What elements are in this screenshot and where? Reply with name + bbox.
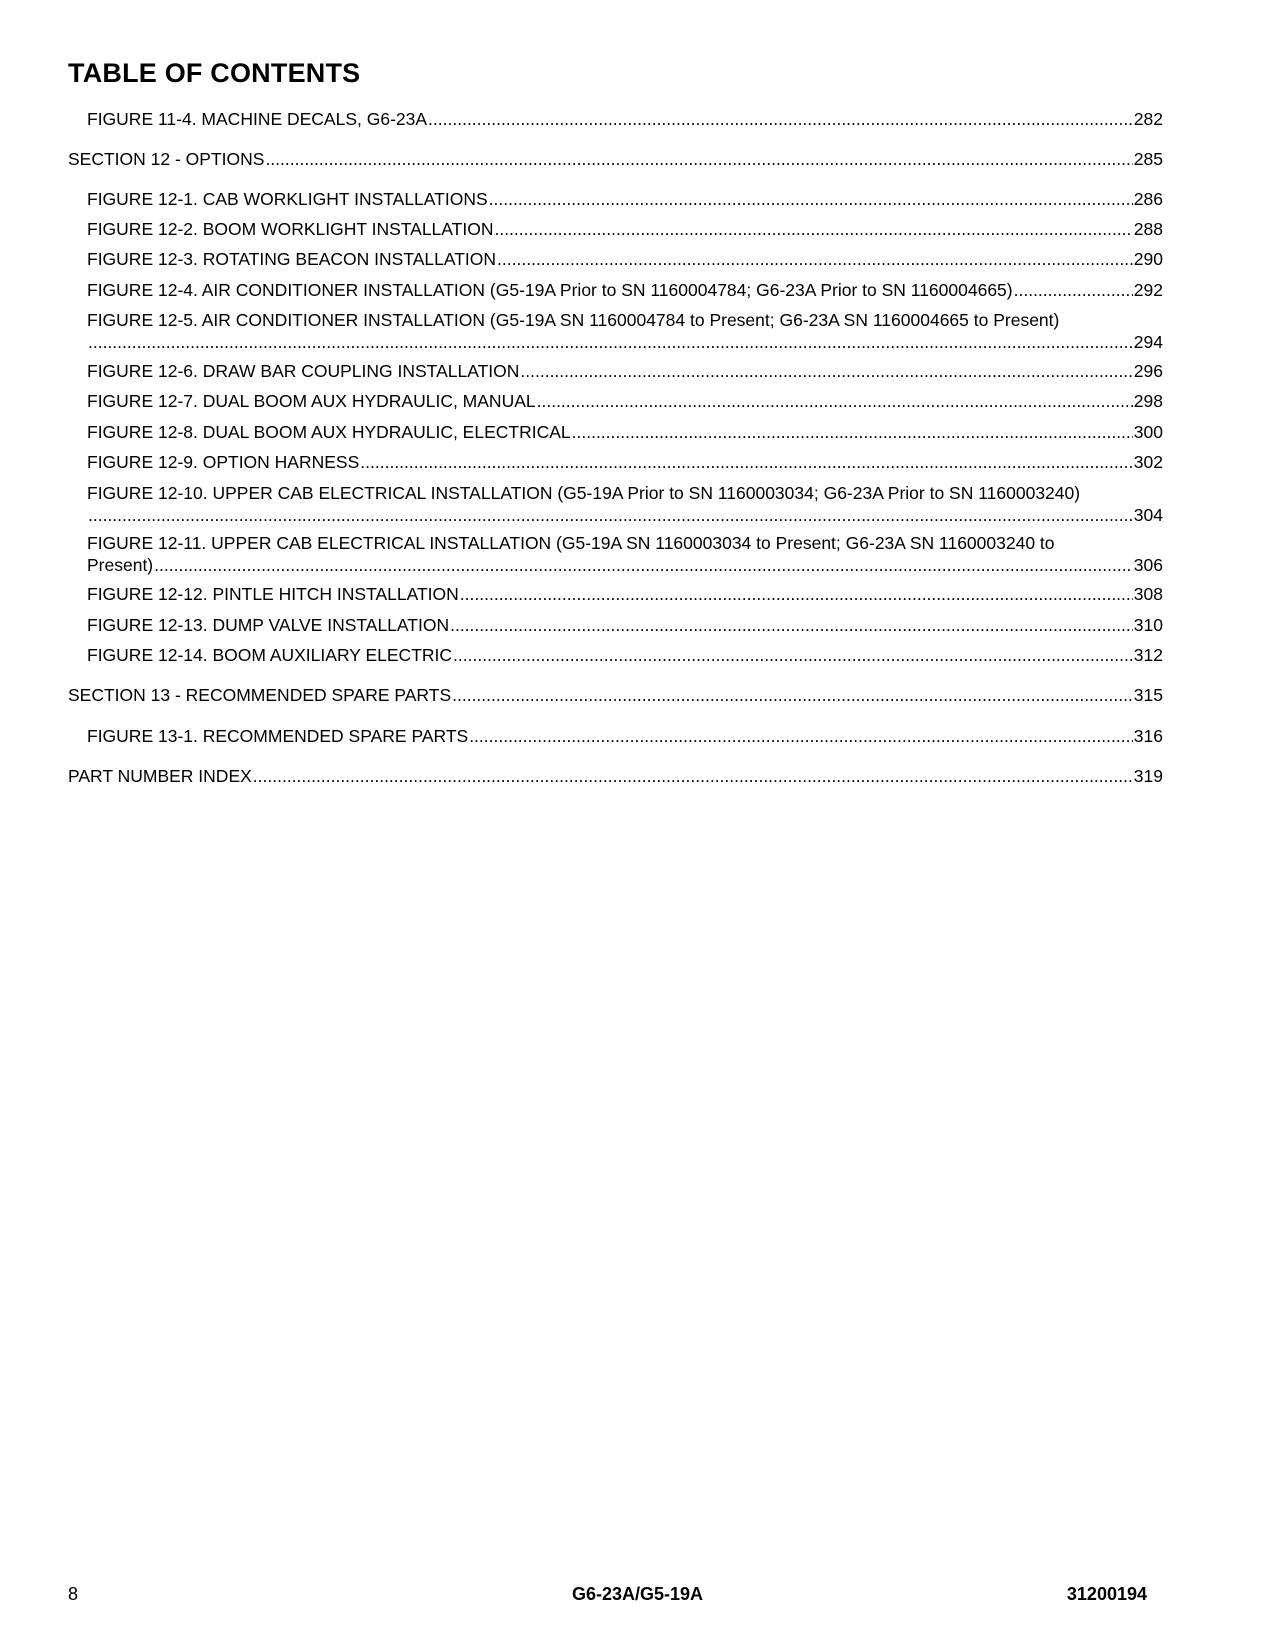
dot-leader <box>453 644 1133 666</box>
toc-entry-figure-12-8[interactable] <box>87 421 1163 443</box>
toc-entry-text: FIGURE 12-5. AIR CONDITIONER INSTALLATION (G5-19A SN 1160004784 to Present; G6-23A SN 1160004665 to Present) <box>87 310 1060 330</box>
toc-entry-text: FIGURE 12-8. DUAL BOOM AUX HYDRAULIC, ELECTRICAL <box>87 422 571 442</box>
toc-entry-figure-12-6[interactable] <box>87 360 1163 382</box>
dot-leader <box>572 421 1133 443</box>
toc-entry-page: 319 <box>1133 766 1163 786</box>
dot-leader <box>520 360 1132 382</box>
dot-leader <box>88 504 1133 526</box>
dot-leader <box>1014 279 1133 301</box>
toc-entry-figure-12-9[interactable] <box>87 451 1163 473</box>
toc-entry-page: 292 <box>1133 280 1163 300</box>
footer-model: G6-23A/G5-19A <box>571 1584 704 1604</box>
toc-entry-figure-12-12[interactable] <box>87 583 1163 605</box>
toc-entry-page: 298 <box>1133 391 1163 411</box>
dot-leader <box>265 148 1132 170</box>
toc-entry-text: FIGURE 12-1. CAB WORKLIGHT INSTALLATIONS <box>87 189 488 209</box>
toc-entry-text: FIGURE 12-6. DRAW BAR COUPLING INSTALLATION <box>87 361 520 381</box>
toc-entry-text: FIGURE 13-1. RECOMMENDED SPARE PARTS <box>87 726 469 746</box>
dot-leader <box>88 331 1133 353</box>
toc-entry-page: 310 <box>1133 615 1163 635</box>
dot-leader <box>450 614 1133 636</box>
toc-entry-figure-12-11[interactable] <box>87 532 1163 576</box>
toc-entry-page: 294 <box>1133 332 1163 352</box>
toc-entry-page: 304 <box>1133 505 1163 525</box>
toc-entry-text: FIGURE 12-14. BOOM AUXILIARY ELECTRIC <box>87 645 453 665</box>
toc-entry-page: 290 <box>1133 249 1163 269</box>
dot-leader <box>452 684 1133 706</box>
toc-entry-page: 316 <box>1133 726 1163 746</box>
toc-entry-text: SECTION 12 - OPTIONS <box>68 149 265 169</box>
toc-entry-figure-12-14[interactable] <box>87 644 1163 666</box>
toc-entry-page: 306 <box>1133 555 1163 575</box>
toc-entry-figure-12-4[interactable] <box>87 279 1163 301</box>
toc-entry-figure-12-3[interactable] <box>87 248 1163 270</box>
toc-entry-section-13[interactable] <box>68 684 1163 706</box>
toc-entry-figure-12-10[interactable] <box>87 482 1163 526</box>
toc-entry-page: 300 <box>1133 422 1163 442</box>
toc-entry-text: FIGURE 12-11. UPPER CAB ELECTRICAL INSTALLATION (G5-19A SN 1160003034 to Present; G6-23A SN 1160003240 to <box>87 533 1055 553</box>
toc-entry-page: 296 <box>1133 361 1163 381</box>
dot-leader <box>537 390 1133 412</box>
dot-leader <box>428 108 1133 130</box>
toc-entry-text-cont: Present) <box>87 555 154 575</box>
toc-entry-text: FIGURE 12-4. AIR CONDITIONER INSTALLATION (G5-19A Prior to SN 1160004784; G6-23A Prior to SN 1160004665) <box>87 280 1013 300</box>
toc-entry-page: 286 <box>1133 189 1163 209</box>
toc-entry-text: FIGURE 12-12. PINTLE HITCH INSTALLATION <box>87 584 459 604</box>
footer-page-number: 8 <box>68 1584 79 1604</box>
toc-entry-figure-12-5[interactable] <box>87 309 1163 353</box>
toc-entry-text: FIGURE 12-9. OPTION HARNESS <box>87 452 360 472</box>
toc-entry-page: 312 <box>1133 645 1163 665</box>
toc-entry-figure-12-2[interactable] <box>87 218 1163 240</box>
toc-entry-page: 315 <box>1133 685 1163 705</box>
toc-entry-page: 282 <box>1133 109 1163 129</box>
toc-entry-text: SECTION 13 - RECOMMENDED SPARE PARTS <box>68 685 452 705</box>
dot-leader <box>469 725 1133 747</box>
dot-leader <box>497 248 1133 270</box>
toc-entry-page: 288 <box>1133 219 1163 239</box>
page-title: TABLE OF CONTENTS <box>68 58 361 88</box>
dot-leader <box>154 554 1133 576</box>
toc-entry-figure-12-7[interactable] <box>87 390 1163 412</box>
toc-entry-text: PART NUMBER INDEX <box>68 766 252 786</box>
toc-entry-text: FIGURE 12-2. BOOM WORKLIGHT INSTALLATION <box>87 219 494 239</box>
toc-entry-figure-13-1[interactable] <box>87 725 1163 747</box>
toc-entry-text: FIGURE 12-13. DUMP VALVE INSTALLATION <box>87 615 450 635</box>
dot-leader <box>253 765 1133 787</box>
toc-entry-figure-11-4[interactable] <box>87 108 1163 130</box>
dot-leader <box>360 451 1133 473</box>
toc-entry-page: 285 <box>1133 149 1163 169</box>
toc-entry-figure-12-1[interactable] <box>87 188 1163 210</box>
toc-entry-part-number-index[interactable] <box>68 765 1163 787</box>
toc-entry-page: 302 <box>1133 452 1163 472</box>
toc-entry-section-12[interactable] <box>68 148 1163 170</box>
dot-leader <box>494 218 1132 240</box>
toc-entry-text: FIGURE 12-3. ROTATING BEACON INSTALLATION <box>87 249 497 269</box>
dot-leader <box>489 188 1133 210</box>
toc-entry-text: FIGURE 12-10. UPPER CAB ELECTRICAL INSTALLATION (G5-19A Prior to SN 1160003034; G6-23A Prior to SN 1160003240) <box>87 483 1081 503</box>
toc-entry-page: 308 <box>1133 584 1163 604</box>
toc-entry-text: FIGURE 11-4. MACHINE DECALS, G6-23A <box>87 109 428 129</box>
toc-entry-text: FIGURE 12-7. DUAL BOOM AUX HYDRAULIC, MANUAL <box>87 391 536 411</box>
dot-leader <box>460 583 1133 605</box>
footer-document-number: 31200194 <box>1066 1584 1147 1604</box>
toc-entry-figure-12-13[interactable] <box>87 614 1163 636</box>
